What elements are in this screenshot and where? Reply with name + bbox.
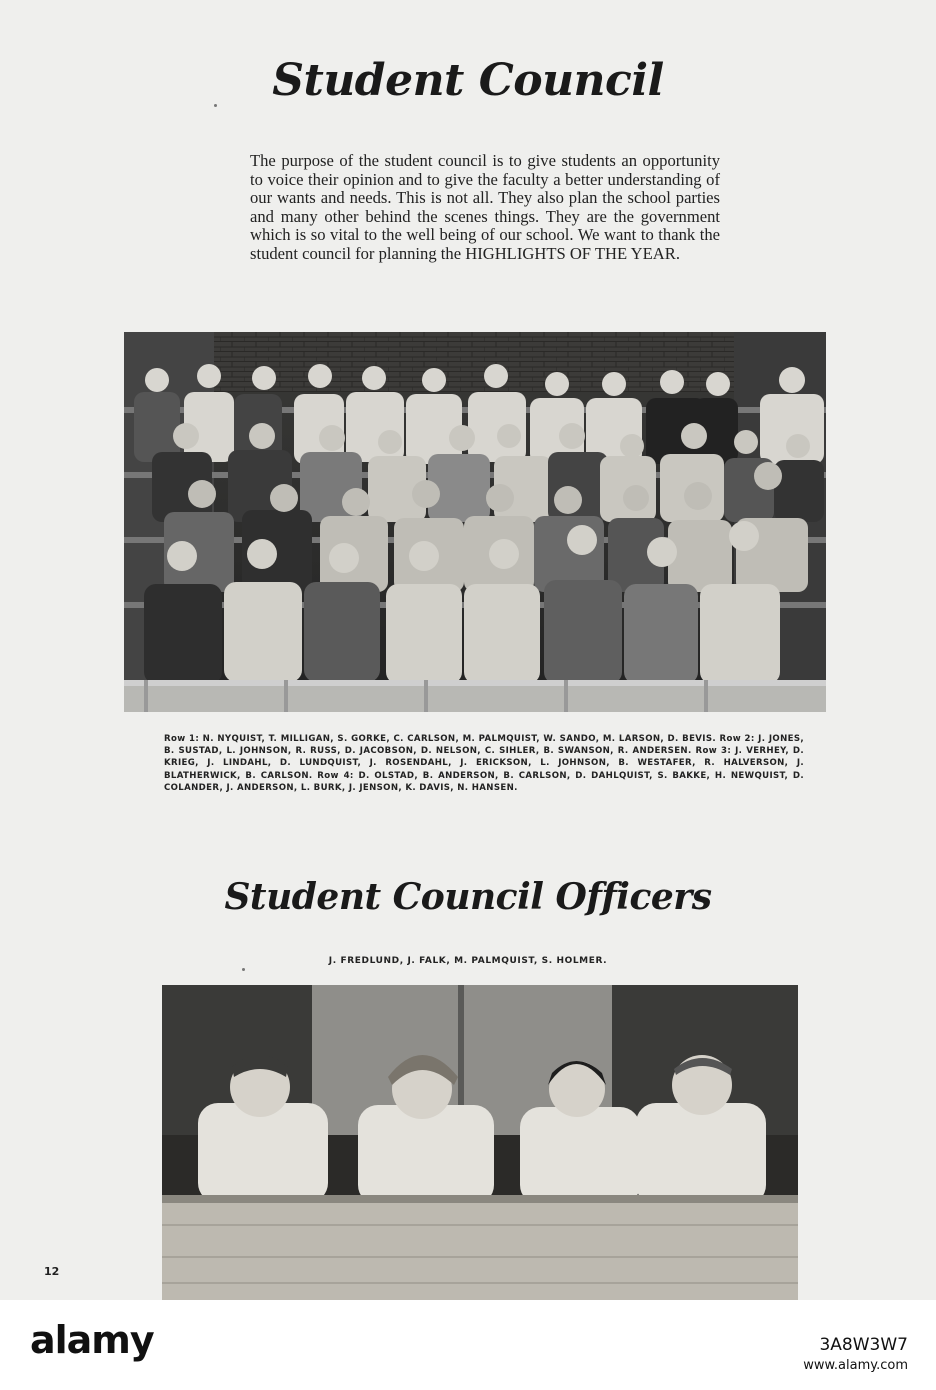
- page-title: Student Council: [272, 55, 664, 106]
- intro-text: The purpose of the student council is to give students an opportunity to voice their opinion and to give the faculty a better understanding of our wants and needs. This is not all. They also plan the school parties and many other behind the scenes things. They are the government which is so vital to the well being of our school. We want to thank the student council for planning the HIGHLIGHTS OF THE YEAR.: [250, 151, 720, 263]
- group-photo-caption: Row 1: N. NYQUIST, T. MILLIGAN, S. GORKE, C. CARLSON, M. PALMQUIST, W. SANDO, M. LARSON, D. BEVIS. Row 2: J. JONES, B. SUSTAD, L. JOHNSON, R. RUSS, D. JACOBSON, D. NELSON, C. SIHLER, B. SWANSON, R. ANDERSEN. Row 3: J. VERHEY, D. KRIEG, J. LINDAHL, D. LUNDQUIST, J. ROSENDAHL, J. ERICKSON, L. JOHNSON, B. WESTAFER, R. HALVERSON, J. BLATHERWICK, B. CARLSON. Row 4: D. OLSTAD, B. ANDERSON, B. CARLSON, D. DAHLQUIST, S. BAKKE, H. NEWQUIST, D. COLANDER, J. ANDERSON, L. BURK, J. JENSON, K. DAVIS, N. HANSEN.: [164, 734, 804, 793]
- officers-photo: [162, 985, 798, 1300]
- stock-image-id: 3A8W3W7: [819, 1335, 908, 1355]
- page-number: 12: [44, 1265, 60, 1278]
- group-photo: [124, 332, 826, 712]
- stock-logo: alamy: [30, 1318, 154, 1362]
- officers-caption: J. FREDLUND, J. FALK, M. PALMQUIST, S. HOLMER.: [328, 956, 608, 966]
- print-speck: [242, 968, 245, 971]
- intro-paragraph: [250, 152, 720, 264]
- officers-photo-art: [162, 985, 798, 1300]
- stock-url: www.alamy.com: [803, 1358, 908, 1373]
- officers-title: Student Council Officers: [224, 876, 712, 918]
- group-photo-art: [124, 332, 826, 712]
